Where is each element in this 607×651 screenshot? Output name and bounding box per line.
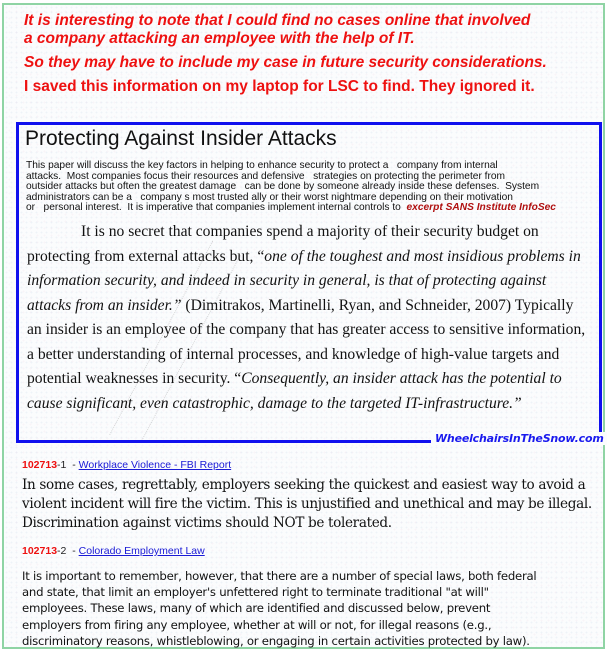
colorado-law-link[interactable]: Colorado Employment Law [78,545,205,557]
quote-line: Discrimination against victims should NOT be tolerated. [22,515,392,531]
intro-line-1: It is interesting to note that I could find no cases online that involved [24,12,531,29]
abstract-line: administrators can be a company s most trusted ally or their worst nightmare depending on their motivation [26,191,513,203]
intro-line-2: a company attacking an employee with the help of IT. [24,30,415,47]
body-text: potential weaknesses in security. “ [27,370,242,387]
quote-line: and state, that limit an employer's unfettered right to terminate traditional "at will" [22,585,489,600]
body-line [27,245,599,270]
quote-line: violent incident will fire the victim. This is unjustified and unethical and may be illegal. [22,496,592,512]
body-line [27,392,599,417]
reference-suffix: -2 - [57,545,79,557]
quote-line: In some cases, regrettably, employers seeking the quickest and easiest way to avoid a [22,477,586,493]
reference-2-quote [22,568,602,649]
body-line [27,367,599,392]
body-line: It is no secret that companies spend a majority of their security budget on [81,223,539,240]
body-line: an insider is an employee of the company that has greater access to sensitive information, [27,321,586,338]
quote-line: employees. These laws, many of which are identified and discussed below, prevent [22,601,491,616]
body-quote: information security, and indeed in security in general, is that of protecting against [27,272,547,289]
intro-note [24,12,594,96]
excerpt-abstract [26,161,596,214]
reference-suffix: -1 - [57,459,79,471]
page-frame [2,3,605,649]
excerpt-body [27,220,599,416]
quote-line: employers from firing any employee, whether at will or not, for illegal reasons (e.g., [22,617,492,632]
body-text: (Dimitrakos, Martinelli, Ryan, and Schneider, 2007) Typically [181,296,574,314]
reference-id: 102713 [22,459,58,471]
abstract-line: outsider attacks but often the greatest damage can be done by someone already inside these defenses. System [26,181,540,193]
body-quote: Consequently, an insider attack has the potential to [241,370,562,387]
body-line: a better understanding of internal processes, and knowledge of high-value targets and [27,345,560,363]
reference-id: 102713 [22,545,58,557]
intro-line-4: I saved this information on my laptop for LSC to find. They ignored it. [24,78,535,95]
reference-1 [22,459,231,471]
reference-2 [22,545,205,557]
body-quote: attacks from an insider.” [27,296,182,314]
body-text: protecting from external attacks but, “ [27,247,265,265]
abstract-line: attacks. Most companies focus their resources and defensive strategies on protecting the perimeter from [26,170,506,182]
body-line [27,294,599,319]
abstract-line-text: or personal interest. It is imperative that companies implement internal controls to [26,202,407,214]
site-logo: WheelchairsInTheSnow.com [431,432,607,445]
fbi-report-link[interactable]: Workplace Violence - FBI Report [78,459,232,471]
quote-line: It is important to remember, however, that there are a number of special laws, both federal [22,569,537,583]
body-line [27,269,599,294]
excerpt-credit: excerpt SANS Institute InfoSec [406,202,556,214]
body-quote: one of the toughest and most insidious problems in [264,247,581,265]
excerpt-box [16,122,602,443]
abstract-line [26,203,596,214]
excerpt-title: Protecting Against Insider Attacks [25,127,337,150]
body-quote: cause significant, even catastrophic, damage to the targeted IT-infrastructure.” [27,394,522,412]
reference-1-quote [22,476,602,533]
quote-line: discriminatory reasons, whistleblowing, or engaging in certain activities protected by law). [22,633,530,648]
abstract-line: This paper will discuss the key factors in helping to enhance security to protect a company from internal [26,160,498,171]
intro-line-3: So they may have to include my case in future security considerations. [24,54,547,71]
